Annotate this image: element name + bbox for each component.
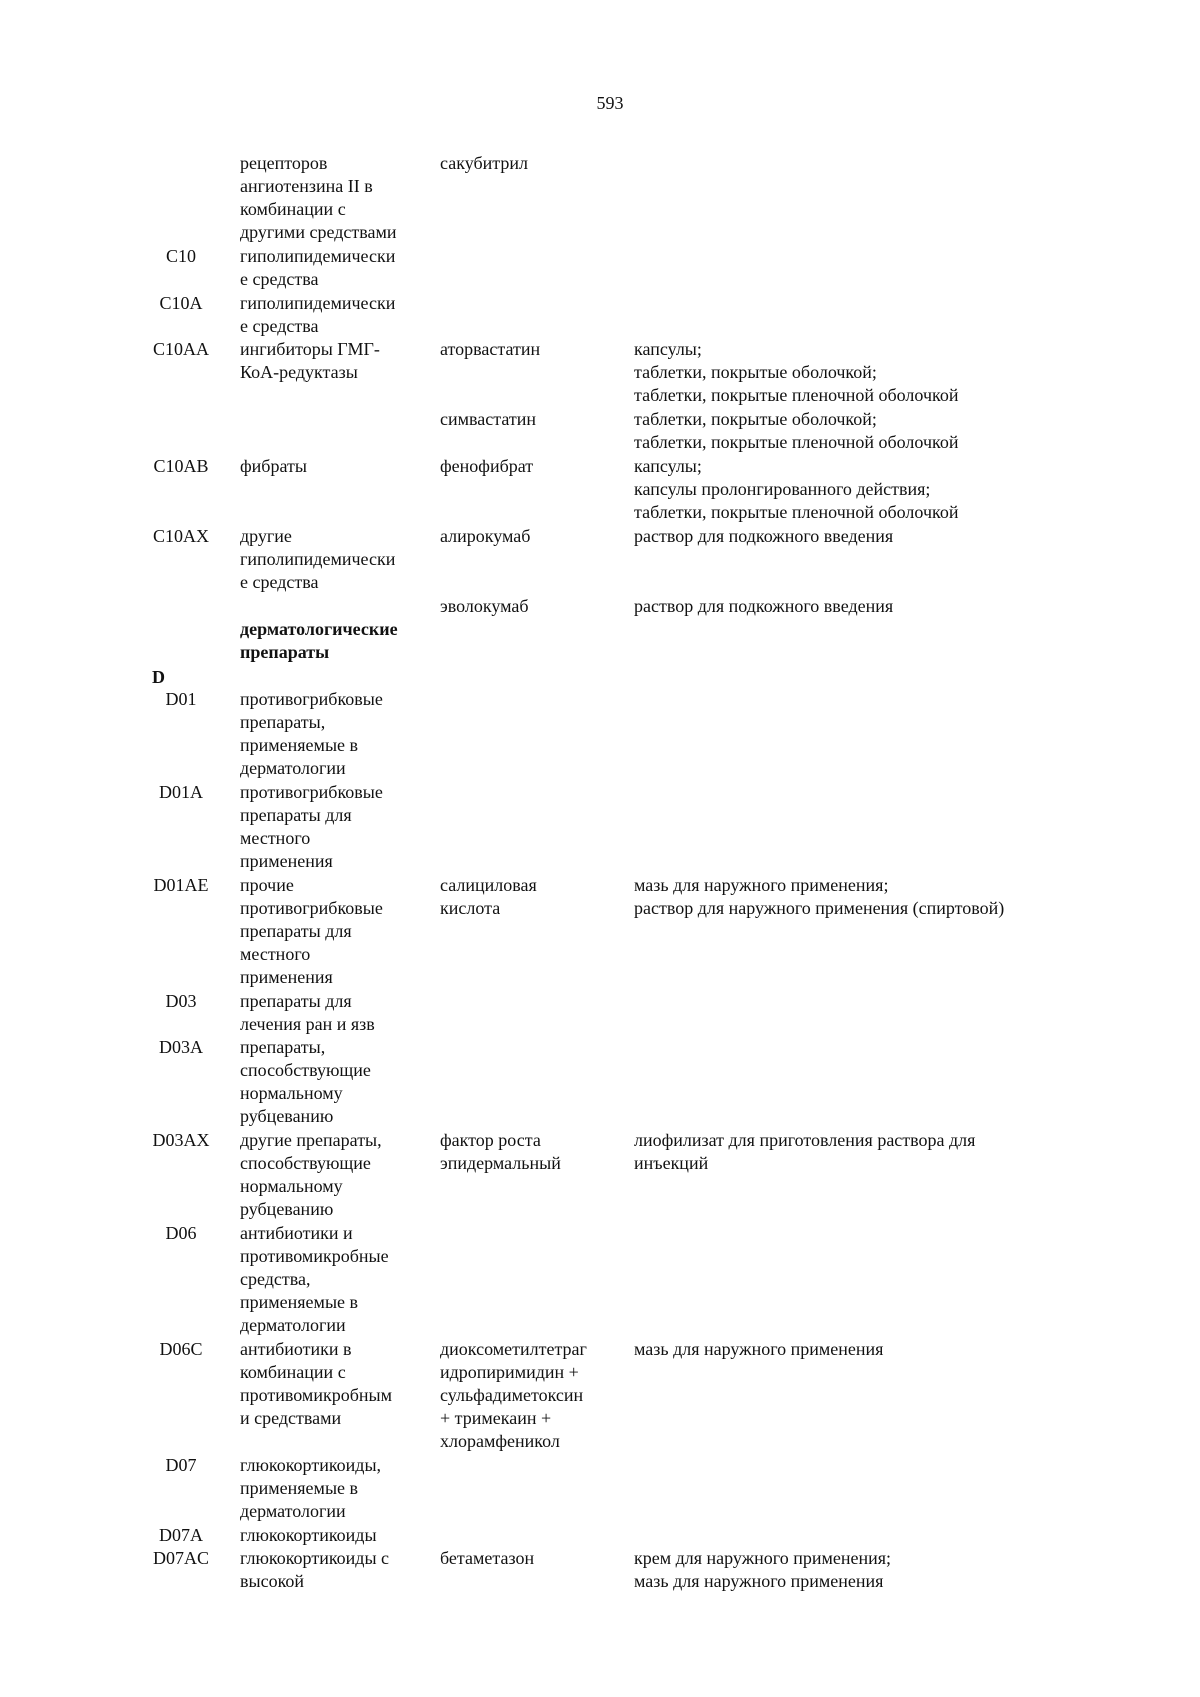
group-name: ингибиторы ГМГ- КоА-редуктазы [240,339,380,382]
group-name: препараты для лечения ран и язв [240,991,375,1034]
atc-code: C10A [159,293,203,313]
group-name: рецепторов ангиотензина II в комбинации с другими средствами [240,153,397,242]
drug-name: симвастатин [440,409,536,429]
group-name: глюкокортикоиды с высокой [240,1548,390,1591]
atc-code: C10 [165,246,196,266]
drug-name: бетаметазон [440,1548,535,1568]
drug-name: фенофибрат [440,456,534,476]
atc-code: C10AA [152,339,209,359]
group-name: антибиотики в комбинации с противомикробным и средствами [240,1339,392,1428]
drug-name: салициловая кислота [440,875,537,918]
dosage-form: капсулы; таблетки, покрытые оболочкой; таблетки, покрытые пленочной оболочкой [634,339,959,405]
atc-code: D [152,667,165,687]
group-name: антибиотики и противомикробные средства, применяемые в дерматологии [240,1223,389,1335]
dosage-form: раствор для подкожного введения [634,526,894,546]
group-name: фибраты [240,456,307,476]
atc-code: D07 [165,1455,197,1475]
group-name: противогрибковые препараты, применяемые в дерматологии [240,689,383,778]
atc-code: D01AE [153,875,209,895]
drug-name: алирокумаб [440,526,531,546]
group-name: глюкокортикоиды [240,1525,377,1545]
dosage-form: лиофилизат для приготовления раствора для инъекций [634,1130,976,1173]
atc-code: C10AX [152,526,209,546]
atc-code: D06C [159,1339,203,1359]
drug-name: сакубитрил [440,153,528,173]
group-name: глюкокортикоиды, применяемые в дерматологии [240,1455,382,1521]
dosage-form: крем для наружного применения; мазь для наружного применения [634,1548,892,1591]
atc-code: D03AX [152,1130,210,1150]
drug-name: фактор роста эпидермальный [440,1130,561,1173]
atc-code: D06 [165,1223,197,1243]
dosage-form: таблетки, покрытые оболочкой; таблетки, покрытые пленочной оболочкой [634,409,959,452]
group-name: гиполипидемически е средства [240,293,396,336]
group-name: другие гиполипидемически е средства [240,526,396,592]
drug-name: диоксометилтетраг идропиримидин + сульфадиметоксин + тримекаин + хлорамфеникол [440,1339,587,1451]
drug-name: аторвастатин [440,339,541,359]
atc-code: D01A [159,782,203,802]
atc-code: D03A [159,1037,203,1057]
group-name: прочие противогрибковые препараты для местного применения [240,875,383,987]
section-title: дерматологические препараты [240,619,398,662]
page-number: 593 [596,93,624,113]
drug-name: эволокумаб [440,596,529,616]
dosage-form: раствор для подкожного введения [634,596,894,616]
atc-code: D07AC [152,1548,209,1568]
atc-code: C10AB [153,456,209,476]
group-name: препараты, способствующие нормальному рубцеванию [240,1037,371,1126]
atc-code: D03 [165,991,197,1011]
dosage-form: мазь для наружного применения; раствор для наружного применения (спиртовой) [634,875,1005,918]
atc-code: D07A [159,1525,203,1545]
group-name: другие препараты, способствующие нормальному рубцеванию [240,1130,382,1219]
group-name: противогрибковые препараты для местного применения [240,782,383,871]
atc-code: D01 [165,689,197,709]
dosage-form: мазь для наружного применения [634,1339,884,1359]
group-name: гиполипидемически е средства [240,246,396,289]
dosage-form: капсулы; капсулы пролонгированного действия; таблетки, покрытые пленочной оболочкой [634,456,959,522]
